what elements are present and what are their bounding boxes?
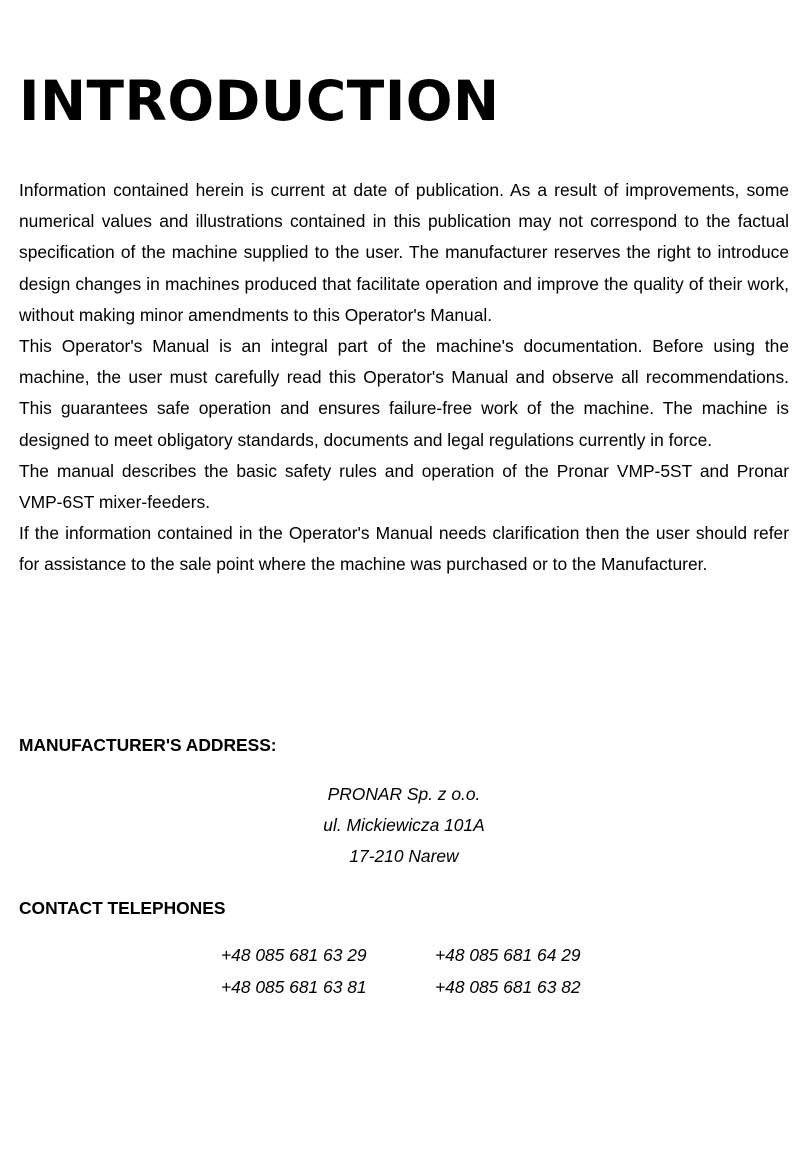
phone-number: +48 085 681 63 81 [221, 977, 367, 997]
address-city: 17-210 Narew [349, 846, 459, 866]
page-title: INTRODUCTION [19, 69, 500, 133]
paragraph-clarification: If the information contained in the Operator's Manual needs clarification then the user should refer for assistance to the sale point where the machine was purchased or to the Manufacturer. [19, 523, 789, 575]
address-street: ul. Mickiewicza 101A [323, 815, 485, 835]
introduction-body [19, 175, 789, 581]
paragraph-publication-notice: Information contained herein is current at date of publication. As a result of improvements, some numerical values and illustrations contained in this publication may not correspond to the factual specification of the machine supplied to the user. The manufacturer reserves the right to introduce design changes in machines produced that facilitate operation and improve the quality of their work, without making minor amendments to this Operator's Manual. [19, 180, 789, 325]
manufacturer-address-heading: MANUFACTURER'S ADDRESS: [19, 735, 277, 755]
contact-telephones-heading: CONTACT TELEPHONES [19, 898, 226, 918]
manufacturer-address [0, 779, 808, 872]
paragraph-manual-importance: This Operator's Manual is an integral part of the machine's documentation. Before using the machine, the user must carefully read this Operator's Manual and observe all recommendations. This guarantees safe operation and ensures failure-free work of the machine. The machine is designed to meet obligatory standards, documents and legal regulations currently in force. [19, 336, 789, 450]
address-company: PRONAR Sp. z o.o. [327, 784, 481, 804]
paragraph-manual-scope: The manual describes the basic safety rules and operation of the Pronar VMP-5ST and Pronar VMP-6ST mixer-feeders. [19, 460, 789, 513]
phone-number: +48 085 681 64 29 [435, 945, 581, 965]
phone-number: +48 085 681 63 82 [435, 977, 581, 997]
phone-number: +48 085 681 63 29 [221, 945, 367, 965]
